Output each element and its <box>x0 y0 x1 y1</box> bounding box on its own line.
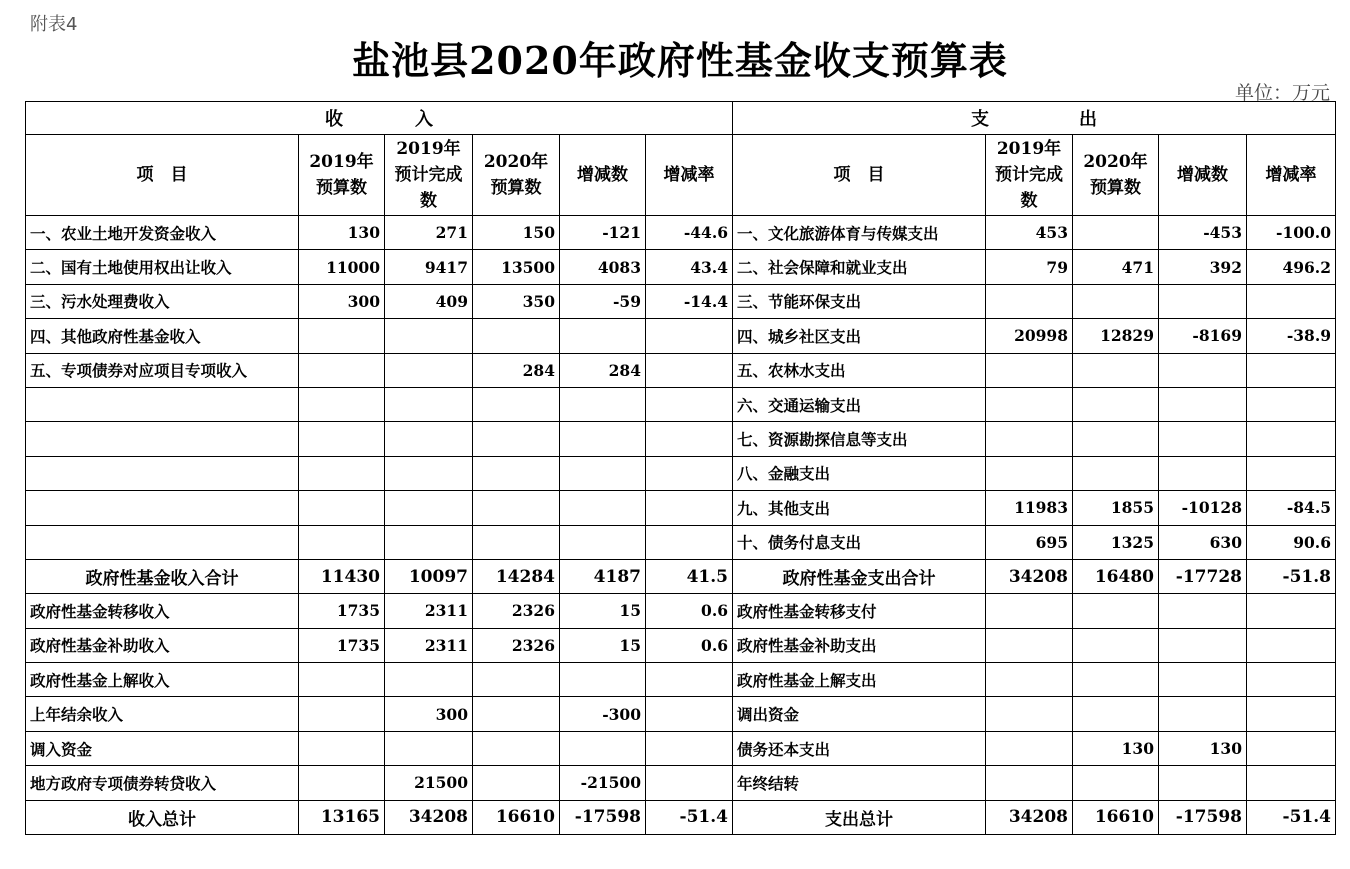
income-item-label <box>26 456 299 490</box>
expense-value-cell <box>1073 628 1159 662</box>
expense-value-cell: 496.2 <box>1247 250 1336 284</box>
expense-value-cell: -17598 <box>1159 800 1247 834</box>
expense-value-cell: 16480 <box>1073 559 1159 593</box>
expense-value-cell <box>1159 456 1247 490</box>
income-value-cell <box>646 387 733 421</box>
income-item-label <box>26 491 299 525</box>
income-value-cell: -59 <box>560 284 646 318</box>
expense-value-cell <box>1247 697 1336 731</box>
expense-value-cell <box>1073 766 1159 800</box>
table-row <box>26 559 1336 593</box>
income-value-cell <box>299 456 385 490</box>
income-value-cell <box>646 491 733 525</box>
expense-item-label: 政府性基金上解支出 <box>733 663 986 697</box>
expense-value-cell <box>1247 387 1336 421</box>
income-value-cell: 10097 <box>385 559 473 593</box>
expense-value-cell <box>1247 731 1336 765</box>
income-value-cell <box>385 319 473 353</box>
income-value-cell: 0.6 <box>646 628 733 662</box>
expense-value-cell <box>1159 422 1247 456</box>
table-row <box>26 319 1336 353</box>
expense-value-cell: -453 <box>1159 216 1247 250</box>
income-value-cell: 350 <box>473 284 560 318</box>
expense-value-cell <box>986 387 1073 421</box>
table-row <box>26 766 1336 800</box>
income-value-cell: 2311 <box>385 628 473 662</box>
expense-col-change: 增减数 <box>1159 135 1247 216</box>
income-value-cell <box>646 353 733 387</box>
budget-table <box>25 101 1336 835</box>
expense-value-cell: 453 <box>986 216 1073 250</box>
expense-value-cell <box>1073 387 1159 421</box>
table-row <box>26 697 1336 731</box>
expense-value-cell <box>1247 284 1336 318</box>
expense-value-cell <box>1159 387 1247 421</box>
table-row <box>26 663 1336 697</box>
income-item-label: 收入总计 <box>26 800 299 834</box>
expense-value-cell <box>1073 456 1159 490</box>
expense-value-cell <box>986 628 1073 662</box>
income-value-cell <box>385 456 473 490</box>
income-value-cell <box>473 697 560 731</box>
table-row <box>26 422 1336 456</box>
expense-value-cell <box>1247 663 1336 697</box>
expense-item-label: 八、金融支出 <box>733 456 986 490</box>
expense-value-cell: -17728 <box>1159 559 1247 593</box>
expense-item-label: 五、农林水支出 <box>733 353 986 387</box>
expense-value-cell <box>1073 594 1159 628</box>
expense-value-cell <box>986 353 1073 387</box>
expense-item-label: 六、交通运输支出 <box>733 387 986 421</box>
section-header-row <box>26 102 1336 135</box>
expense-value-cell <box>1247 594 1336 628</box>
income-item-label <box>26 525 299 559</box>
expense-value-cell <box>986 284 1073 318</box>
income-value-cell: 284 <box>473 353 560 387</box>
income-value-cell <box>646 697 733 731</box>
income-value-cell <box>473 525 560 559</box>
income-value-cell <box>560 387 646 421</box>
income-value-cell <box>560 319 646 353</box>
income-value-cell <box>646 766 733 800</box>
expense-value-cell <box>1159 353 1247 387</box>
table-row <box>26 456 1336 490</box>
income-value-cell <box>646 731 733 765</box>
table-row <box>26 387 1336 421</box>
expense-section-header: 支 出 <box>733 102 1336 135</box>
expense-item-label: 四、城乡社区支出 <box>733 319 986 353</box>
expense-value-cell <box>1073 216 1159 250</box>
expense-item-label: 七、资源勘探信息等支出 <box>733 422 986 456</box>
income-value-cell <box>299 491 385 525</box>
expense-value-cell <box>1159 663 1247 697</box>
income-item-label: 四、其他政府性基金收入 <box>26 319 299 353</box>
income-section-header: 收 入 <box>26 102 733 135</box>
expense-value-cell <box>1247 353 1336 387</box>
income-value-cell <box>385 491 473 525</box>
income-value-cell <box>299 663 385 697</box>
column-header-row <box>26 135 1336 216</box>
income-value-cell: 0.6 <box>646 594 733 628</box>
table-row <box>26 216 1336 250</box>
expense-item-label: 政府性基金补助支出 <box>733 628 986 662</box>
expense-value-cell: -10128 <box>1159 491 1247 525</box>
income-value-cell <box>385 387 473 421</box>
expense-value-cell: -51.4 <box>1247 800 1336 834</box>
income-value-cell <box>473 422 560 456</box>
income-value-cell: 1735 <box>299 594 385 628</box>
expense-value-cell <box>1247 766 1336 800</box>
income-value-cell: 284 <box>560 353 646 387</box>
expense-item-label: 支出总计 <box>733 800 986 834</box>
income-value-cell: 34208 <box>385 800 473 834</box>
expense-value-cell: 34208 <box>986 559 1073 593</box>
income-value-cell <box>473 491 560 525</box>
income-value-cell <box>299 422 385 456</box>
expense-value-cell <box>1159 766 1247 800</box>
unit-label: 单位：万元 <box>1234 82 1330 104</box>
income-value-cell <box>299 319 385 353</box>
expense-col-item: 项 目 <box>733 135 986 216</box>
expense-value-cell <box>986 697 1073 731</box>
income-item-label: 政府性基金收入合计 <box>26 559 299 593</box>
expense-value-cell <box>986 422 1073 456</box>
table-row <box>26 731 1336 765</box>
income-value-cell: -51.4 <box>646 800 733 834</box>
income-value-cell: 15 <box>560 594 646 628</box>
income-value-cell <box>299 731 385 765</box>
expense-value-cell: 471 <box>1073 250 1159 284</box>
income-item-label: 政府性基金上解收入 <box>26 663 299 697</box>
expense-value-cell <box>1073 422 1159 456</box>
income-item-label: 上年结余收入 <box>26 697 299 731</box>
income-value-cell: 43.4 <box>646 250 733 284</box>
income-value-cell <box>299 697 385 731</box>
income-value-cell <box>646 456 733 490</box>
expense-value-cell: 630 <box>1159 525 1247 559</box>
expense-value-cell: -38.9 <box>1247 319 1336 353</box>
expense-value-cell <box>1073 353 1159 387</box>
expense-value-cell <box>986 663 1073 697</box>
expense-item-label: 九、其他支出 <box>733 491 986 525</box>
income-value-cell <box>646 422 733 456</box>
income-value-cell <box>560 491 646 525</box>
income-value-cell <box>473 766 560 800</box>
income-value-cell <box>299 525 385 559</box>
income-value-cell <box>646 525 733 559</box>
expense-value-cell: 12829 <box>1073 319 1159 353</box>
expense-item-label: 政府性基金支出合计 <box>733 559 986 593</box>
expense-col-2020-budget: 2020年预算数 <box>1073 135 1159 216</box>
expense-value-cell: 130 <box>1073 731 1159 765</box>
expense-item-label: 债务还本支出 <box>733 731 986 765</box>
expense-value-cell: -100.0 <box>1247 216 1336 250</box>
income-item-label <box>26 387 299 421</box>
income-value-cell <box>385 663 473 697</box>
income-item-label: 五、专项债券对应项目专项收入 <box>26 353 299 387</box>
income-value-cell <box>299 387 385 421</box>
income-value-cell <box>299 353 385 387</box>
income-value-cell <box>560 422 646 456</box>
expense-value-cell: 130 <box>1159 731 1247 765</box>
income-value-cell <box>473 319 560 353</box>
table-row <box>26 250 1336 284</box>
expense-value-cell <box>1073 663 1159 697</box>
table-row <box>26 284 1336 318</box>
income-value-cell <box>385 731 473 765</box>
expense-col-2019-estimated: 2019年预计完成数 <box>986 135 1073 216</box>
expense-col-change-rate: 增减率 <box>1247 135 1336 216</box>
income-value-cell <box>473 456 560 490</box>
income-value-cell: 300 <box>385 697 473 731</box>
expense-value-cell: 16610 <box>1073 800 1159 834</box>
expense-value-cell: 1325 <box>1073 525 1159 559</box>
expense-value-cell: -51.8 <box>1247 559 1336 593</box>
income-value-cell: 2326 <box>473 594 560 628</box>
income-item-label <box>26 422 299 456</box>
expense-value-cell: 90.6 <box>1247 525 1336 559</box>
expense-value-cell: 34208 <box>986 800 1073 834</box>
expense-value-cell: 1855 <box>1073 491 1159 525</box>
income-item-label: 地方政府专项债券转贷收入 <box>26 766 299 800</box>
income-item-label: 政府性基金转移收入 <box>26 594 299 628</box>
table-row <box>26 353 1336 387</box>
expense-value-cell <box>986 456 1073 490</box>
income-item-label: 二、国有土地使用权出让收入 <box>26 250 299 284</box>
income-value-cell: -300 <box>560 697 646 731</box>
income-value-cell: 130 <box>299 216 385 250</box>
income-value-cell: -121 <box>560 216 646 250</box>
expense-value-cell: 392 <box>1159 250 1247 284</box>
expense-value-cell <box>1159 284 1247 318</box>
income-value-cell: -17598 <box>560 800 646 834</box>
expense-value-cell <box>986 594 1073 628</box>
income-value-cell: 2326 <box>473 628 560 662</box>
expense-item-label: 二、社会保障和就业支出 <box>733 250 986 284</box>
income-item-label: 调入资金 <box>26 731 299 765</box>
table-row <box>26 800 1336 834</box>
income-value-cell: -14.4 <box>646 284 733 318</box>
expense-value-cell <box>1159 628 1247 662</box>
expense-value-cell <box>986 766 1073 800</box>
income-value-cell: 1735 <box>299 628 385 662</box>
expense-value-cell: 695 <box>986 525 1073 559</box>
income-item-label: 政府性基金补助收入 <box>26 628 299 662</box>
expense-value-cell: -8169 <box>1159 319 1247 353</box>
income-value-cell: 11430 <box>299 559 385 593</box>
table-row <box>26 594 1336 628</box>
expense-item-label: 调出资金 <box>733 697 986 731</box>
expense-value-cell <box>1159 697 1247 731</box>
income-value-cell <box>560 456 646 490</box>
income-value-cell: -21500 <box>560 766 646 800</box>
income-value-cell: 21500 <box>385 766 473 800</box>
expense-value-cell <box>1247 456 1336 490</box>
income-col-2019-estimated: 2019年预计完成数 <box>385 135 473 216</box>
expense-value-cell <box>986 731 1073 765</box>
income-value-cell <box>385 353 473 387</box>
income-value-cell <box>385 422 473 456</box>
income-value-cell <box>646 319 733 353</box>
income-value-cell: 11000 <box>299 250 385 284</box>
income-col-2019-budget: 2019年预算数 <box>299 135 385 216</box>
income-value-cell: 16610 <box>473 800 560 834</box>
income-value-cell <box>560 663 646 697</box>
income-value-cell: 15 <box>560 628 646 662</box>
income-value-cell <box>299 766 385 800</box>
expense-value-cell: 20998 <box>986 319 1073 353</box>
income-value-cell: 300 <box>299 284 385 318</box>
income-value-cell: 9417 <box>385 250 473 284</box>
income-value-cell: -44.6 <box>646 216 733 250</box>
expense-value-cell <box>1159 594 1247 628</box>
income-value-cell <box>473 731 560 765</box>
income-value-cell <box>473 387 560 421</box>
income-value-cell <box>560 525 646 559</box>
expense-item-label: 三、节能环保支出 <box>733 284 986 318</box>
attachment-label: 附表4 <box>30 14 78 35</box>
income-value-cell: 13165 <box>299 800 385 834</box>
income-col-change: 增减数 <box>560 135 646 216</box>
income-col-2020-budget: 2020年预算数 <box>473 135 560 216</box>
page-title: 盐池县2020年政府性基金收支预算表 <box>352 38 1008 83</box>
income-value-cell: 13500 <box>473 250 560 284</box>
income-value-cell: 4083 <box>560 250 646 284</box>
income-value-cell: 409 <box>385 284 473 318</box>
expense-value-cell: 79 <box>986 250 1073 284</box>
income-value-cell: 2311 <box>385 594 473 628</box>
table-row <box>26 525 1336 559</box>
table-row <box>26 491 1336 525</box>
expense-item-label: 十、债务付息支出 <box>733 525 986 559</box>
expense-value-cell: 11983 <box>986 491 1073 525</box>
income-value-cell: 14284 <box>473 559 560 593</box>
income-value-cell <box>560 731 646 765</box>
expense-value-cell: -84.5 <box>1247 491 1336 525</box>
income-value-cell: 271 <box>385 216 473 250</box>
expense-value-cell <box>1247 628 1336 662</box>
income-item-label: 一、农业土地开发资金收入 <box>26 216 299 250</box>
income-value-cell <box>473 663 560 697</box>
expense-value-cell <box>1073 697 1159 731</box>
income-value-cell <box>646 663 733 697</box>
income-value-cell: 41.5 <box>646 559 733 593</box>
income-value-cell: 4187 <box>560 559 646 593</box>
income-col-item: 项 目 <box>26 135 299 216</box>
income-item-label: 三、污水处理费收入 <box>26 284 299 318</box>
expense-item-label: 政府性基金转移支付 <box>733 594 986 628</box>
expense-item-label: 一、文化旅游体育与传媒支出 <box>733 216 986 250</box>
income-value-cell <box>385 525 473 559</box>
table-row <box>26 628 1336 662</box>
income-col-change-rate: 增减率 <box>646 135 733 216</box>
expense-value-cell <box>1073 284 1159 318</box>
income-value-cell: 150 <box>473 216 560 250</box>
expense-item-label: 年终结转 <box>733 766 986 800</box>
expense-value-cell <box>1247 422 1336 456</box>
